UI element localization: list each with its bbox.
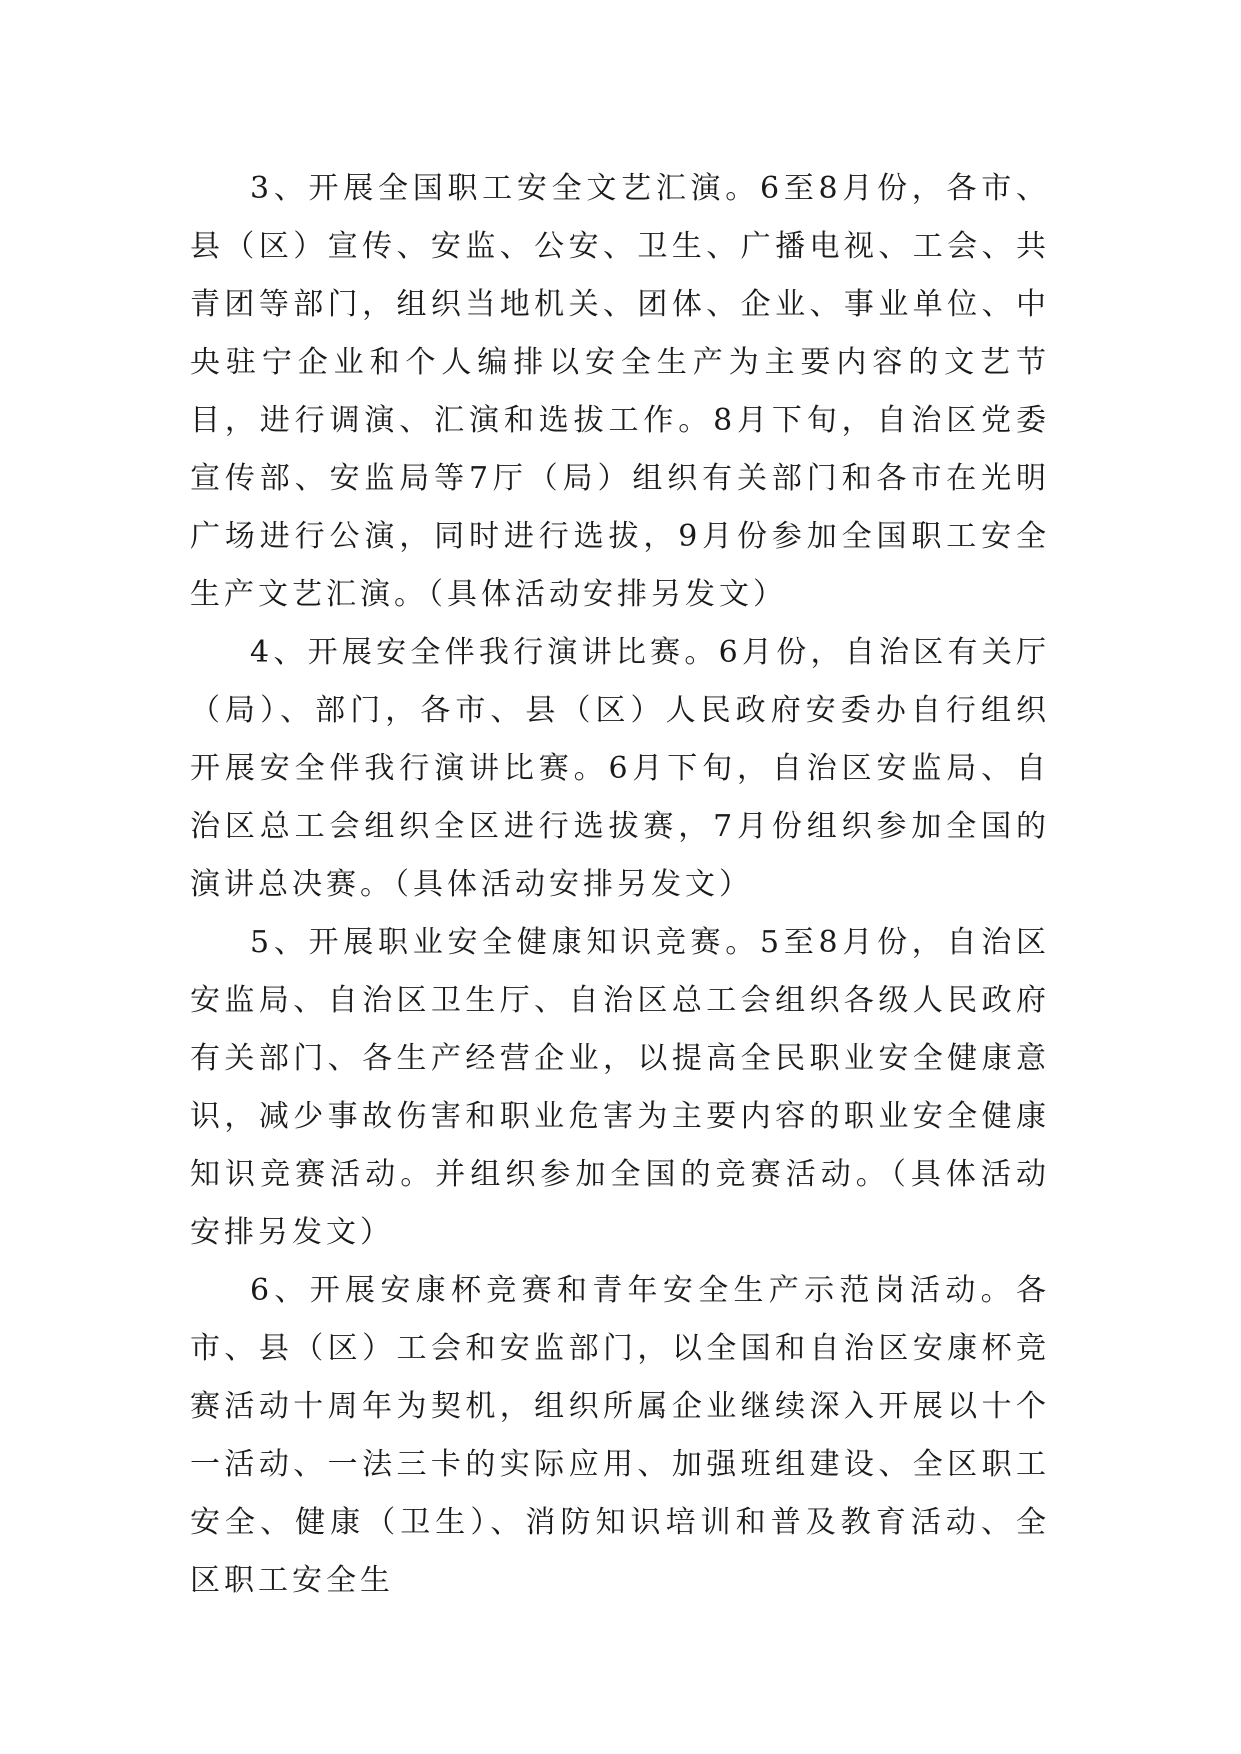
paragraph-item-3: 3、开展全国职工安全文艺汇演。6至8月份，各市、县（区）宣传、安监、公安、卫生、广播电视、工会、共青团等部门，组织当地机关、团体、企业、事业单位、中央驻宁企业和个人编排以安全生产为主要内容的文艺节目，进行调演、汇演和选拔工作。8月下旬，自治区党委宣传部、安监局等7厅（局）组织有关部门和各市在光明广场进行公演，同时进行选拔，9月份参加全国职工安全生产文艺汇演。（具体活动安排另发文） <box>190 171 1050 612</box>
document-body <box>190 160 1050 1610</box>
paragraph-item-5: 5、开展职业安全健康知识竞赛。5至8月份，自治区安监局、自治区卫生厅、自治区总工会组织各级人民政府有关部门、各生产经营企业，以提高全民职业安全健康意识，减少事故伤害和职业危害为主要内容的职业安全健康知识竞赛活动。并组织参加全国的竞赛活动。（具体活动安排另发文） <box>190 925 1050 1250</box>
paragraph-item-6: 6、开展安康杯竞赛和青年安全生产示范岗活动。各市、县（区）工会和安监部门，以全国和自治区安康杯竞赛活动十周年为契机，组织所属企业继续深入开展以十个一活动、一法三卡的实际应用、加强班组建设、全区职工安全、健康（卫生）、消防知识培训和普及教育活动、全区职工安全生 <box>190 1273 1050 1598</box>
paragraph-item-4: 4、开展安全伴我行演讲比赛。6月份，自治区有关厅（局）、部门，各市、县（区）人民政府安委办自行组织开展安全伴我行演讲比赛。6月下旬，自治区安监局、自治区总工会组织全区进行选拔赛，7月份组织参加全国的演讲总决赛。（具体活动安排另发文） <box>190 635 1050 902</box>
